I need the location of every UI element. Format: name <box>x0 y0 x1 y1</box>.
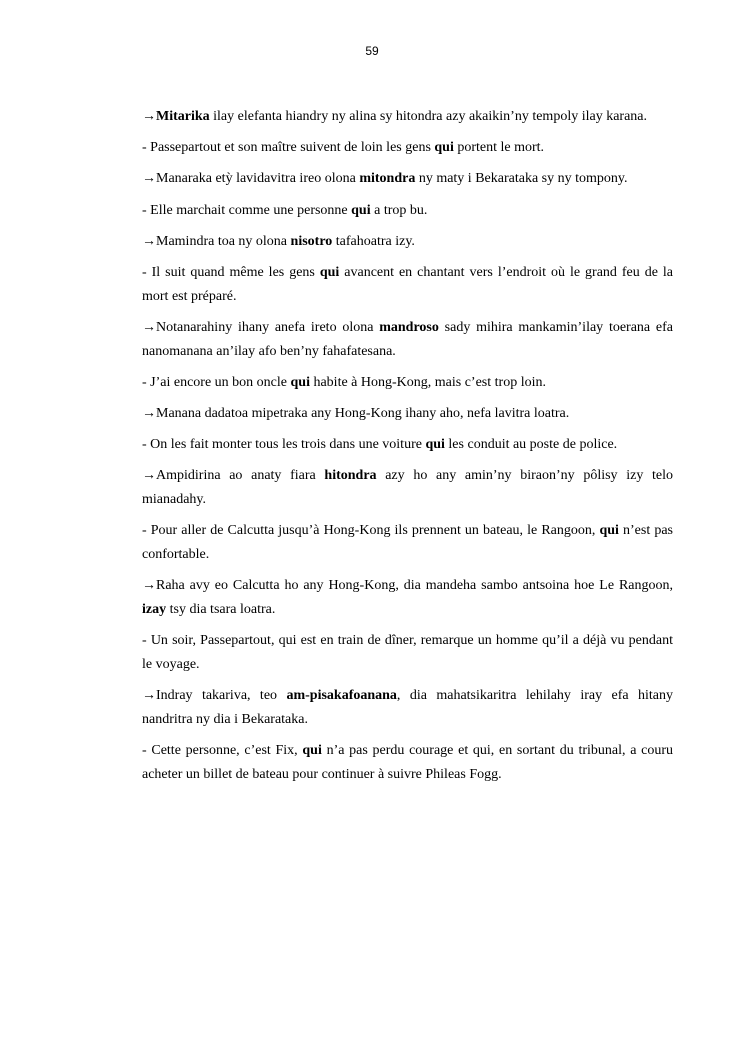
page-number: 59 <box>365 44 379 58</box>
paragraph-6: - Il suit quand même les gens qui avancent en chantant vers l’endroit où le grand feu de la mort est préparé. <box>142 265 673 304</box>
paragraph-16: - Cette personne, c’est Fix, qui n’a pas perdu courage et qui, en sortant du tribunal, a couru acheter un billet de bateau pour continuer à suivre Phileas Fogg. <box>142 742 673 782</box>
paragraph-15: →Indray takariva, teo am-pisakafoanana, dia mahatsikaritra lehilahy iray efa hitany nandritra ny dia i Bekarataka. <box>142 688 673 727</box>
paragraph-2: - Passepartout et son maître suivent de loin les gens qui portent le mort. <box>142 140 545 156</box>
paragraph-14: - Un soir, Passepartout, qui est en train de dîner, remarque un homme qu’il a déjà vu pendant le voyage. <box>142 633 673 672</box>
paragraph-12: - Pour aller de Calcutta jusqu’à Hong-Kong ils prennent un bateau, le Rangoon, qui n’est pas confortable. <box>142 523 673 563</box>
paragraph-7: →Notanarahiny ihany anefa ireto olona mandroso sady mihira mankamin’ilay toerana efa nanomanana an’ilay afo ben’ny fahafatesana. <box>142 319 673 359</box>
paragraph-13: →Raha avy eo Calcutta ho any Hong-Kong, dia mandeha sambo antsoina hoe Le Rangoon, izay tsy dia tsara loatra. <box>142 578 673 617</box>
paragraph-4: - Elle marchait comme une personne qui a trop bu. <box>142 202 428 218</box>
document-body <box>142 105 673 794</box>
paragraph-8: - J’ai encore un bon oncle qui habite à Hong-Kong, mais c’est trop loin. <box>142 374 546 390</box>
paragraph-1: →Mitarika ilay elefanta hiandry ny alina sy hitondra azy akaikin’ny tempoly ilay karana. <box>142 109 647 124</box>
paragraph-11: →Ampidirina ao anaty fiara hitondra azy ho any amin’ny biraon’ny pôlisy izy telo mianadahy. <box>142 468 673 508</box>
paragraph-3: →Manaraka etỳ lavidavitra ireo olona mitondra ny maty i Bekarataka sy ny tompony. <box>142 171 628 187</box>
paragraph-5: →Mamindra toa ny olona nisotro tafahoatra izy. <box>142 233 415 249</box>
paragraph-10: - On les fait monter tous les trois dans une voiture qui les conduit au poste de police. <box>142 437 618 453</box>
paragraph-9: →Manana dadatoa mipetraka any Hong-Kong ihany aho, nefa lavitra loatra. <box>142 406 570 422</box>
